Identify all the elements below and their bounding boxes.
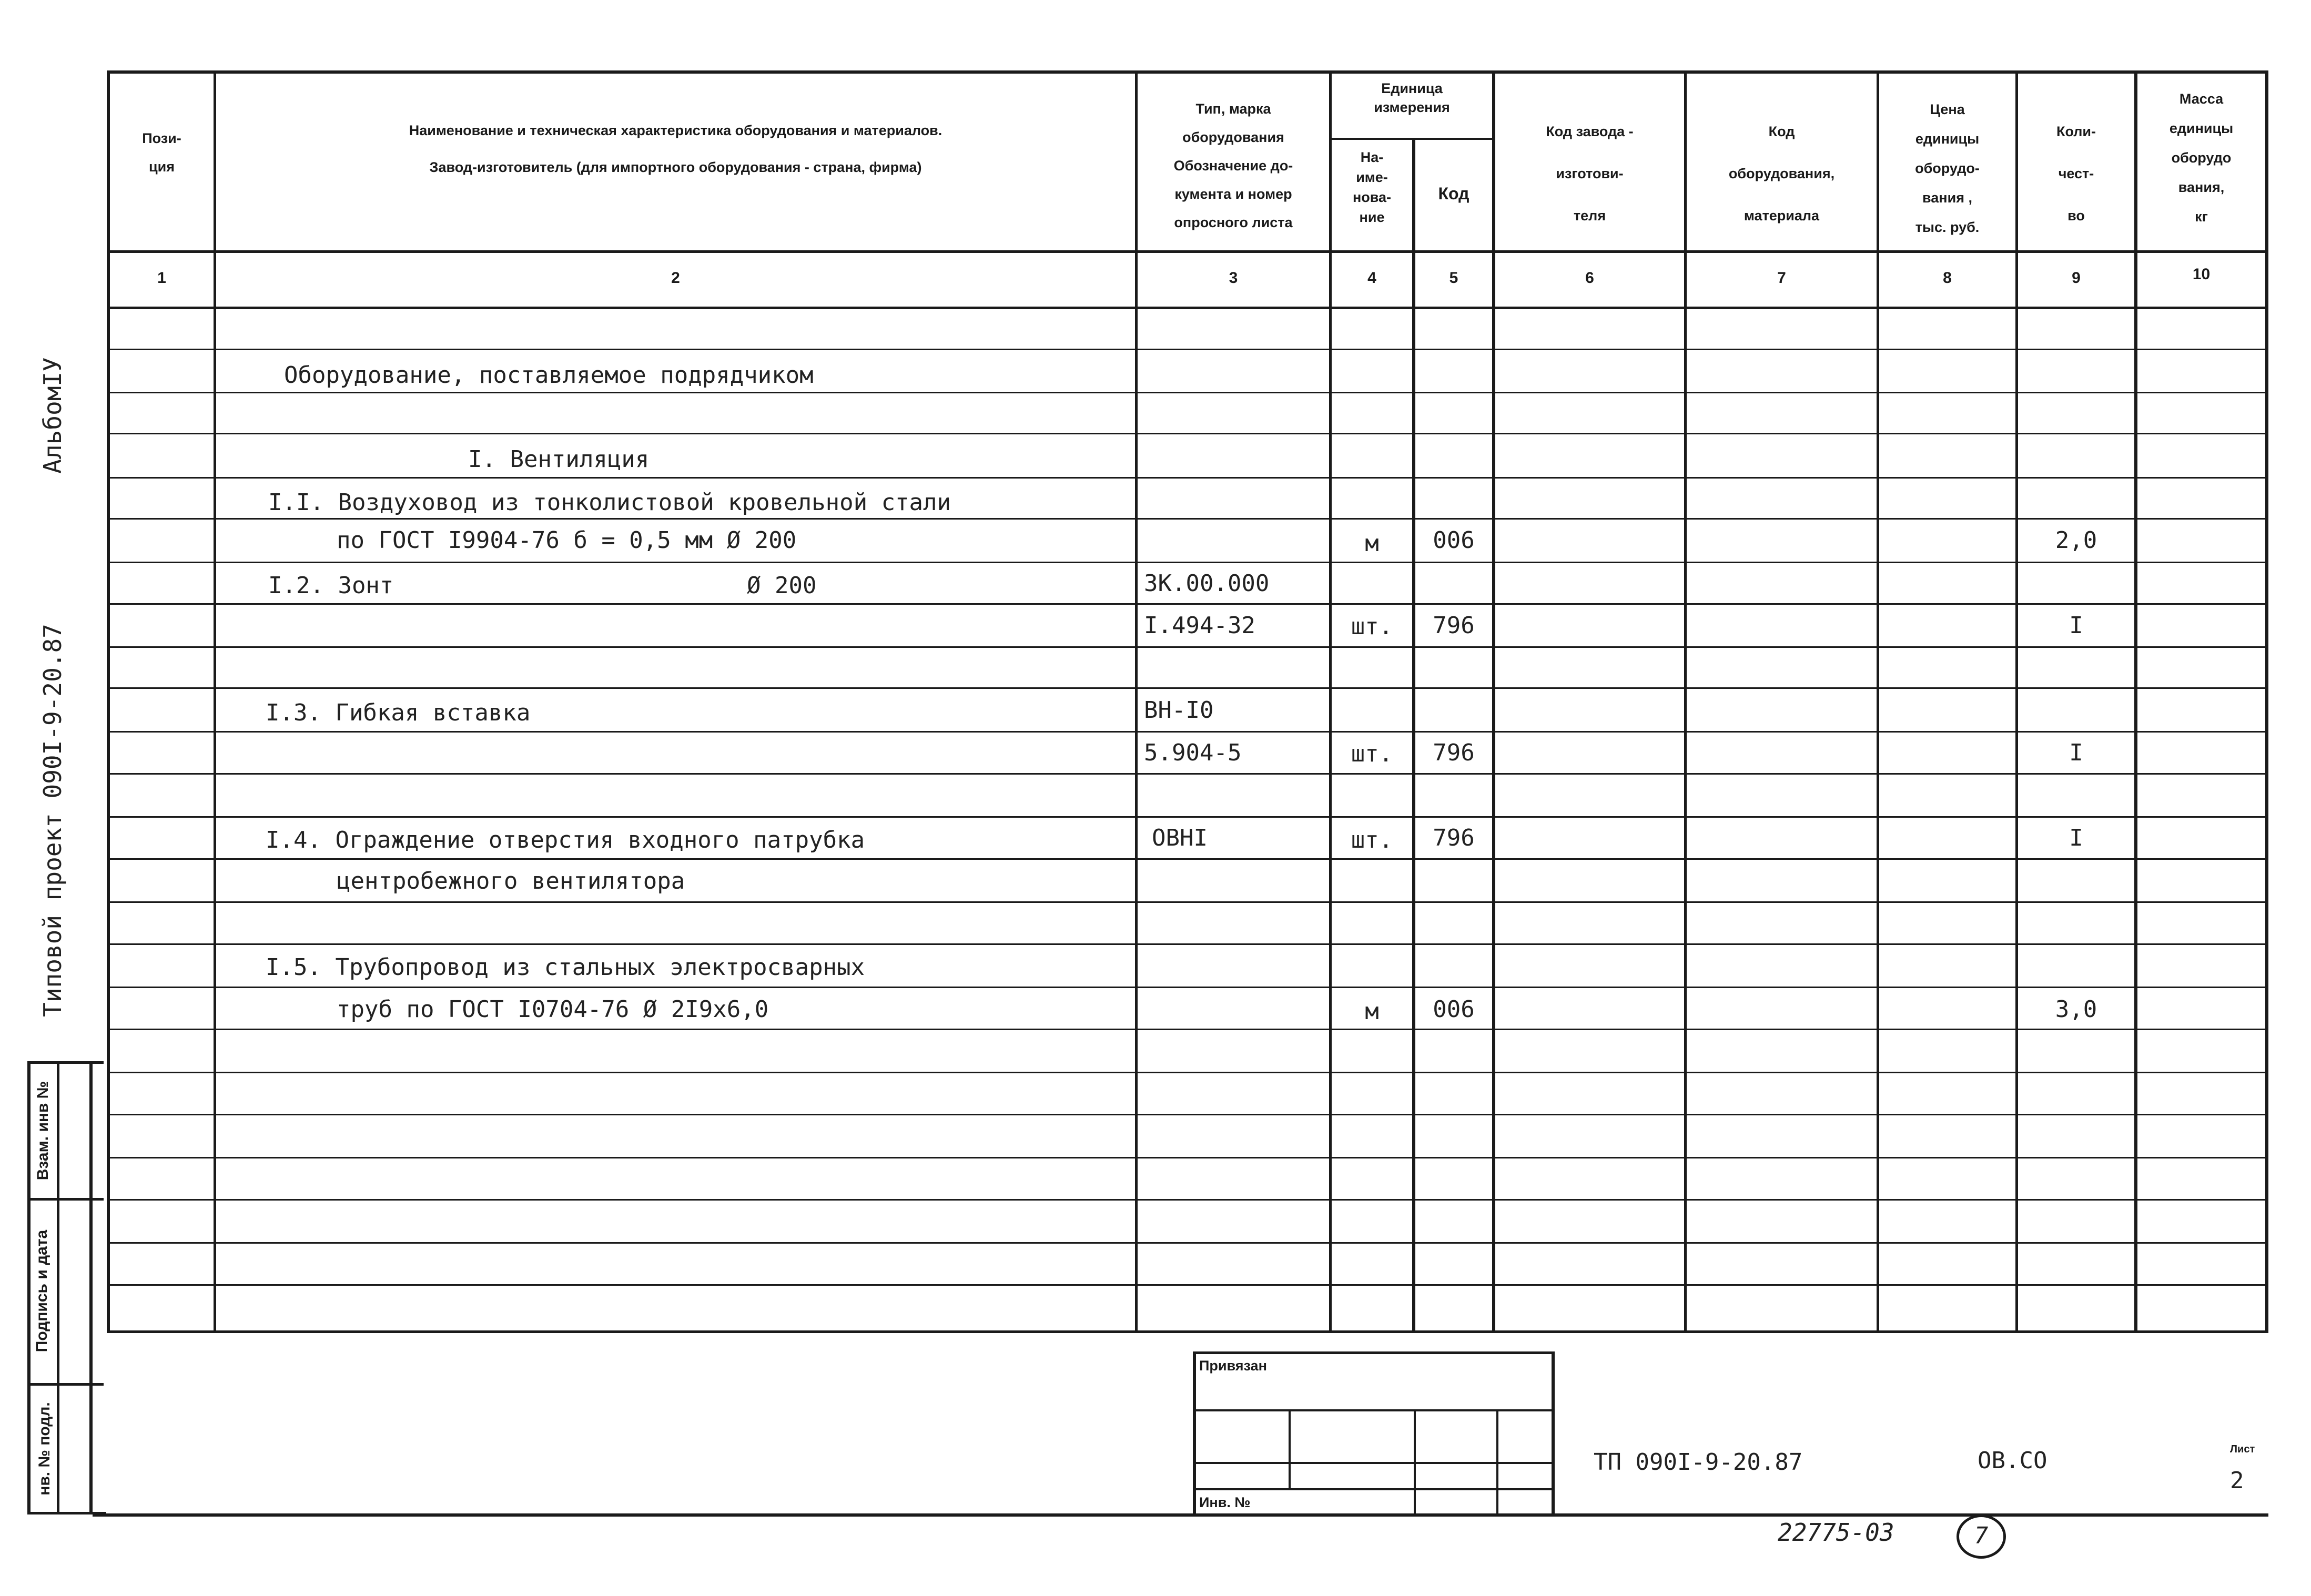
col-number-5: 5 bbox=[1449, 269, 1458, 287]
sheet-label: Лист bbox=[2230, 1443, 2255, 1455]
attached-label: Привязан bbox=[1199, 1358, 1267, 1374]
header-unit: Единица измерения bbox=[1374, 80, 1450, 115]
header-quantity: Коли- чест- во bbox=[2056, 124, 2096, 223]
item-name: по ГОСТ I9904-76 б = 0,5 мм Ø 200 bbox=[337, 527, 797, 554]
unit-code: 006 bbox=[1433, 527, 1475, 554]
inventory-label: Инв. № bbox=[1199, 1495, 1251, 1510]
circle-mark bbox=[1957, 1514, 2006, 1559]
item-name: труб по ГОСТ I0704-76 Ø 2I9х6,0 bbox=[337, 996, 769, 1023]
header-mass: Масса единицы оборудо вания, кг bbox=[2169, 91, 2234, 225]
type-mark: 5.904-5 bbox=[1144, 739, 1242, 766]
col-number-2: 2 bbox=[671, 269, 680, 287]
unit-name: шт. bbox=[1351, 827, 1393, 853]
sheet-number: 2 bbox=[2230, 1467, 2244, 1494]
col-number-1: 1 bbox=[157, 269, 166, 287]
unit-code: 006 bbox=[1433, 996, 1475, 1023]
stamp-signature-date: Подпись и дата bbox=[33, 1229, 50, 1353]
stamp-replacement-inv: Взам. инв № bbox=[34, 1081, 52, 1181]
subsection-heading: I. Вентиляция bbox=[468, 446, 650, 473]
unit-name: м bbox=[1365, 530, 1379, 557]
header-factory-code: Код завода - изготови- теля bbox=[1546, 124, 1634, 223]
unit-name: шт. bbox=[1351, 613, 1393, 640]
document-mark: ОВ.СО bbox=[1978, 1447, 2048, 1474]
header-equipment-code: Код оборудования, материала bbox=[1728, 124, 1835, 223]
item-name: I.5. Трубопровод из стальных электросварных bbox=[266, 954, 865, 981]
quantity: I bbox=[2069, 739, 2083, 766]
item-name-diameter: Ø 200 bbox=[747, 572, 817, 599]
header-price: Цена единицы оборудо- вания , тыс. руб. bbox=[1915, 101, 1980, 235]
type-mark: ОВНI bbox=[1152, 825, 1208, 851]
item-name: центробежного вентилятора bbox=[337, 868, 685, 894]
col-number-6: 6 bbox=[1585, 269, 1594, 287]
item-name: I.I. Воздуховод из тонколистовой кровельной стали bbox=[268, 489, 951, 516]
circle-number: 7 bbox=[1974, 1522, 1989, 1549]
project-label: Типовой проект 090I-9-20.87 bbox=[38, 624, 67, 1017]
header-unit-name: На- име- нова- ние bbox=[1352, 149, 1392, 225]
header-position: Пози- ция bbox=[142, 130, 181, 175]
unit-code: 796 bbox=[1433, 739, 1475, 766]
archive-number: 22775-03 bbox=[1778, 1518, 1894, 1547]
header-name: Наименование и техническая характеристика оборудования и материалов. Завод-изготовитель (для импортного оборудования - страна, фирма) bbox=[409, 123, 942, 175]
header-type: Тип, марка оборудования Обозначение до- кумента и номер опросного листа bbox=[1173, 101, 1293, 230]
document-code: ТП 090I-9-20.87 bbox=[1594, 1449, 1803, 1476]
col-number-7: 7 bbox=[1777, 269, 1786, 287]
item-name: I.2. Зонт bbox=[268, 572, 394, 599]
col-number-8: 8 bbox=[1943, 269, 1952, 287]
col-number-10: 10 bbox=[2192, 266, 2211, 283]
quantity: 2,0 bbox=[2055, 527, 2097, 554]
unit-code: 796 bbox=[1433, 612, 1475, 639]
col-number-3: 3 bbox=[1229, 269, 1238, 287]
unit-name: шт. bbox=[1351, 740, 1393, 767]
item-name: I.3. Гибкая вставка bbox=[266, 699, 531, 726]
unit-name: м bbox=[1365, 998, 1379, 1025]
unit-code: 796 bbox=[1433, 825, 1475, 851]
item-name: I.4. Ограждение отверстия входного патрубка bbox=[266, 827, 865, 853]
col-number-4: 4 bbox=[1367, 269, 1376, 287]
quantity: 3,0 bbox=[2055, 996, 2097, 1023]
quantity: I bbox=[2069, 825, 2083, 851]
album-label: АльбомIУ bbox=[38, 357, 67, 474]
quantity: I bbox=[2069, 612, 2083, 639]
section-heading: Оборудование, поставляемое подрядчиком bbox=[284, 362, 814, 389]
header-unit-code: Код bbox=[1438, 184, 1469, 203]
type-mark: I.494-32 bbox=[1144, 612, 1255, 639]
col-number-9: 9 bbox=[2072, 269, 2081, 287]
type-mark: ЗК.00.000 bbox=[1144, 570, 1270, 597]
stamp-original-inv: нв. № подл. bbox=[36, 1402, 53, 1496]
type-mark: ВН-I0 bbox=[1144, 697, 1214, 724]
